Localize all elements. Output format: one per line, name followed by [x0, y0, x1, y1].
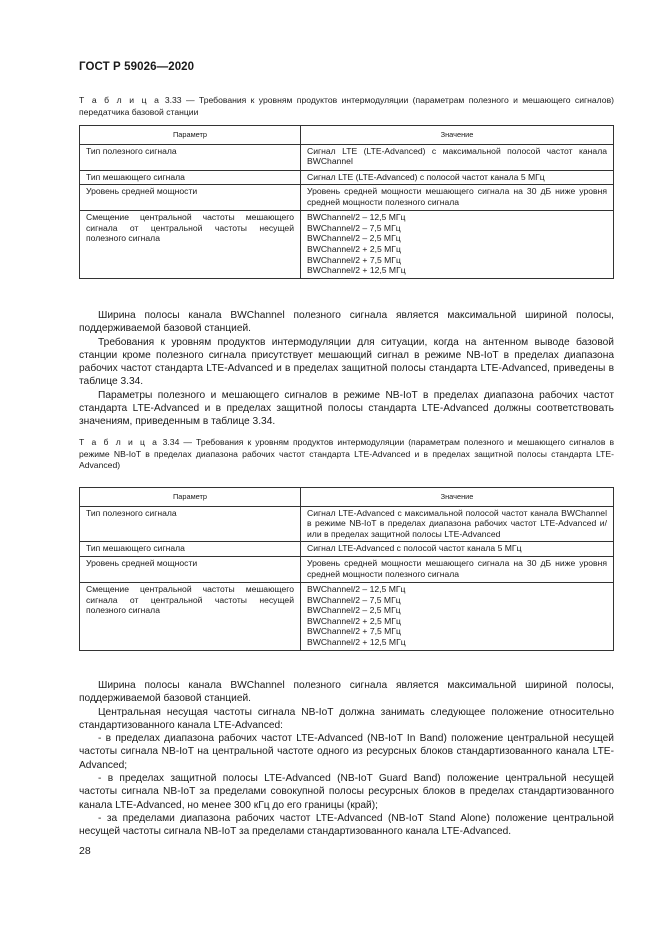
param-cell: Тип полезного сигнала: [80, 506, 301, 542]
offset-value: BWChannel/2 – 12,5 МГц: [307, 583, 406, 594]
paragraph: Требования к уровням продуктов интермодуляции для ситуации, когда на антенном выводе базовой станции кроме полезного сигнала присутствует мешающий сигнал в режиме NB-IoT в пределах диапазона рабочих частот стандарта LTE-Advanced и в пределах защитной полосы стандарта LTE-Advanced, приведены в таблице 3.34.: [79, 336, 614, 388]
value-cell: [301, 211, 614, 279]
table-row: [80, 542, 614, 557]
paragraph: Ширина полосы канала BWChannel полезного сигнала является максимальной шириной полосы, поддерживаемой базовой станцией.: [79, 310, 614, 335]
paragraph: Центральная несущая частоты сигнала NB-IoT должна занимать следующее положение относительно стандартизованного канала LTE-Advanced:: [79, 706, 614, 731]
table-title: — Требования к уровням продуктов интермодуляции (параметрам полезного и мешающего сигналов в режиме NB-IoT в пределах диапазона рабочих частот стандарта LTE-Advanced и в пределах защитной полосы стандарта LTE-Advanced): [79, 437, 615, 470]
param-cell: Тип полезного сигнала: [80, 144, 301, 170]
param-cell: Тип мешающего сигнала: [80, 542, 301, 557]
offset-value: BWChannel/2 + 2,5 МГц: [307, 243, 401, 254]
table-3-34: [79, 487, 614, 651]
document-header: ГОСТ Р 59026—2020: [79, 61, 195, 73]
list-item: - в пределах диапазона рабочих частот LTE-Advanced (NB-IoT In Band) положение центральной несущей частоты сигнала NB-IoT на центральной частоте одного из ресурсных блоков стандартизованного канала LTE-Advanced;: [79, 733, 614, 771]
value-cell: Уровень средней мощности мешающего сигнала на 30 дБ ниже уровня средней мощности полезного сигнала: [301, 185, 614, 211]
table-number: 3.34: [162, 437, 180, 447]
column-header-param: Параметр: [80, 126, 301, 145]
table-3-33: [79, 125, 614, 279]
offset-value: BWChannel/2 – 12,5 МГц: [307, 212, 406, 223]
table-caption-3-34: [79, 437, 614, 472]
param-cell: Смещение центральной частоты мешающего сигнала от центральной частоты несущей полезного сигнала: [80, 211, 301, 279]
offset-value: BWChannel/2 + 7,5 МГц: [307, 254, 401, 265]
paragraph: Параметры полезного и мешающего сигналов в режиме NB-IoT в пределах диапазона рабочих частот стандарта LTE-Advanced и в пределах защитной полосы стандарта LTE-Advanced должны соответствовать значениям, приведенным в таблице 3.34.: [79, 389, 614, 428]
table-row: [80, 556, 614, 582]
paragraph: Ширина полосы канала BWChannel полезного сигнала является максимальной шириной полосы, поддерживаемой базовой станцией.: [79, 680, 614, 705]
list-item: - в пределах защитной полосы LTE-Advanced (NB-IoT Guard Band) положение центральной несущей частоты сигнала NB-IoT за пределами совокупной полосы ресурсных блоков в пределах стандартизованного канала LTE-Advanced, но менее 300 кГц до его границы (край);: [79, 773, 614, 811]
value-cell: Сигнал LTE-Advanced с максимальной полосой частот канала BWChannel в режиме NB-IoT в пределах диапазона рабочих частот LTE-Advanced и/или в пределах защитной полосы LTE-Advanced: [301, 506, 614, 542]
value-cell: [301, 582, 614, 650]
offset-value: BWChannel/2 + 12,5 МГц: [307, 636, 406, 647]
body-text-block-1: [79, 309, 614, 429]
body-text-block-2: [79, 679, 614, 839]
value-cell: Сигнал LTE (LTE-Advanced) с полосой частот канала 5 МГц: [301, 170, 614, 185]
table-number: 3.33: [164, 95, 182, 105]
param-cell: Смещение центральной частоты мешающего сигнала от центральной частоты несущей полезного сигнала: [80, 582, 301, 650]
page-number: 28: [79, 845, 91, 857]
table-row: [80, 144, 614, 170]
table-title: — Требования к уровням продуктов интермодуляции (параметрам полезного и мешающего сигналов) передатчика базовой станции: [79, 95, 615, 117]
table-label: Т а б л и ц а: [79, 95, 161, 105]
table-row: [80, 185, 614, 211]
offset-value: BWChannel/2 – 7,5 МГц: [307, 222, 401, 233]
table-row: [80, 170, 614, 185]
table-label: Т а б л и ц а: [79, 437, 159, 447]
table-header-row: [80, 126, 614, 145]
offset-value: BWChannel/2 + 2,5 МГц: [307, 615, 401, 626]
column-header-param: Параметр: [80, 488, 301, 507]
column-header-value: Значение: [301, 126, 614, 145]
offset-value: BWChannel/2 – 2,5 МГц: [307, 233, 401, 244]
table-caption-3-33: [79, 95, 614, 118]
table-row: [80, 506, 614, 542]
offset-value: BWChannel/2 + 12,5 МГц: [307, 265, 406, 276]
value-cell: Сигнал LTE (LTE-Advanced) с максимальной полосой частот канала BWChannel: [301, 144, 614, 170]
offset-value: BWChannel/2 – 2,5 МГц: [307, 605, 401, 616]
table-row: [80, 582, 614, 650]
offset-value: BWChannel/2 – 7,5 МГц: [307, 594, 401, 605]
param-cell: Уровень средней мощности: [80, 185, 301, 211]
value-cell: Сигнал LTE-Advanced с полосой частот канала 5 МГц: [301, 542, 614, 557]
offset-value: BWChannel/2 + 7,5 МГц: [307, 626, 401, 637]
param-cell: Тип мешающего сигнала: [80, 170, 301, 185]
table-row: [80, 211, 614, 279]
column-header-value: Значение: [301, 488, 614, 507]
value-cell: Уровень средней мощности мешающего сигнала на 30 дБ ниже уровня средней мощности полезного сигнала: [301, 556, 614, 582]
param-cell: Уровень средней мощности: [80, 556, 301, 582]
list-item: - за пределами диапазона рабочих частот LTE-Advanced (NB-IoT Stand Alone) положение центральной несущей частоты сигнала NB-IoT за пределами стандартизованного канала LTE-Advanced.: [79, 812, 614, 838]
table-header-row: [80, 488, 614, 507]
